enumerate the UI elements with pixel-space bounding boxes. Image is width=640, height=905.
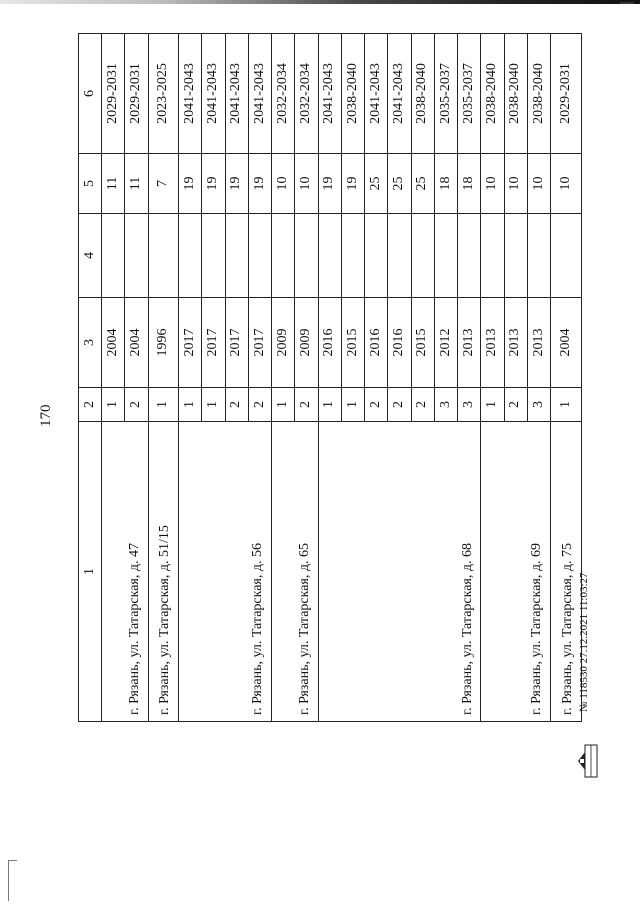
- table-cell: 2017: [179, 298, 202, 388]
- table-cell: 2038-2040: [411, 34, 434, 154]
- table-cell: [272, 214, 295, 298]
- table-cell: 1: [179, 388, 202, 422]
- address-cell: г. Рязань, ул. Татарская, д. 51/15: [148, 422, 179, 722]
- table-cell: 2: [504, 388, 527, 422]
- table-cell: 2: [411, 388, 434, 422]
- table-cell: 2038-2040: [527, 34, 550, 154]
- header-cell: 1: [79, 422, 102, 722]
- table-cell: [388, 214, 411, 298]
- table-cell: 2029-2031: [125, 34, 148, 154]
- table-cell: [481, 214, 504, 298]
- header-row: [79, 34, 102, 722]
- table-cell: 1: [551, 388, 582, 422]
- table-cell: 2038-2040: [504, 34, 527, 154]
- table-cell: 19: [225, 154, 248, 214]
- table-cell: 11: [125, 154, 148, 214]
- table-cell: 2009: [272, 298, 295, 388]
- table-row: [272, 34, 295, 722]
- table-cell: 1: [102, 388, 125, 422]
- table-cell: 19: [202, 154, 225, 214]
- table-cell: 2015: [411, 298, 434, 388]
- registration-number: № 118530 27.12.2021 11:03:27: [578, 572, 590, 712]
- table-cell: 2: [125, 388, 148, 422]
- table-cell: 10: [551, 154, 582, 214]
- table-cell: 2032-2034: [272, 34, 295, 154]
- header-cell: 5: [79, 154, 102, 214]
- table-cell: 1: [341, 388, 364, 422]
- table-cell: 1: [272, 388, 295, 422]
- table-cell: [504, 214, 527, 298]
- table-cell: 2023-2025: [148, 34, 179, 154]
- table-cell: [551, 214, 582, 298]
- address-cell: г. Рязань, ул. Татарская, д. 47: [102, 422, 149, 722]
- table-cell: 2004: [551, 298, 582, 388]
- table-cell: 2004: [125, 298, 148, 388]
- table-cell: 1996: [148, 298, 179, 388]
- address-cell: г. Рязань, ул. Татарская, д. 65: [272, 422, 319, 722]
- table-cell: 2016: [365, 298, 388, 388]
- table-cell: 2035-2037: [434, 34, 457, 154]
- table-row: [102, 34, 125, 722]
- address-cell: г. Рязань, ул. Татарская, д. 56: [179, 422, 272, 722]
- table-cell: 1: [202, 388, 225, 422]
- scan-edge-mark: [620, 2, 634, 4]
- table-cell: 2: [248, 388, 271, 422]
- header-cell: 2: [79, 388, 102, 422]
- table-cell: 1: [481, 388, 504, 422]
- table-cell: 2013: [527, 298, 550, 388]
- table-cell: 2017: [248, 298, 271, 388]
- table-cell: 2: [295, 388, 318, 422]
- page-number: 170: [38, 404, 54, 427]
- table-cell: 3: [527, 388, 550, 422]
- table-row: [179, 34, 202, 722]
- table-cell: 3: [458, 388, 481, 422]
- table-cell: 2029-2031: [551, 34, 582, 154]
- table-cell: [411, 214, 434, 298]
- table-cell: [202, 214, 225, 298]
- table-cell: [295, 214, 318, 298]
- table-cell: [458, 214, 481, 298]
- table-cell: 25: [388, 154, 411, 214]
- table-cell: [365, 214, 388, 298]
- address-cell: г. Рязань, ул. Татарская, д. 69: [481, 422, 551, 722]
- address-cell: г. Рязань, ул. Татарская, д. 68: [318, 422, 481, 722]
- table-cell: 2016: [388, 298, 411, 388]
- table-cell: [125, 214, 148, 298]
- table-cell: 2029-2031: [102, 34, 125, 154]
- table-cell: 2041-2043: [225, 34, 248, 154]
- header-cell: 4: [79, 214, 102, 298]
- table-cell: [148, 214, 179, 298]
- registration-stamp: [578, 572, 590, 712]
- table-cell: 1: [148, 388, 179, 422]
- header-cell: 3: [79, 298, 102, 388]
- registry-logo-icon: [576, 744, 598, 778]
- table-cell: 2017: [202, 298, 225, 388]
- table-cell: [318, 214, 341, 298]
- table-cell: 3: [434, 388, 457, 422]
- margin-bracket: [8, 860, 17, 901]
- table-cell: 2: [365, 388, 388, 422]
- table-cell: 2013: [504, 298, 527, 388]
- table-cell: 10: [272, 154, 295, 214]
- table-cell: 2041-2043: [388, 34, 411, 154]
- table-cell: 18: [434, 154, 457, 214]
- table-cell: 2035-2037: [458, 34, 481, 154]
- table-cell: 2004: [102, 298, 125, 388]
- table-cell: 2013: [481, 298, 504, 388]
- schedule-table: [78, 33, 582, 722]
- table-cell: 1: [318, 388, 341, 422]
- table-cell: [527, 214, 550, 298]
- table-cell: 2041-2043: [179, 34, 202, 154]
- table-cell: 11: [102, 154, 125, 214]
- table-cell: 19: [179, 154, 202, 214]
- table-cell: 10: [527, 154, 550, 214]
- table-cell: 2041-2043: [202, 34, 225, 154]
- table-cell: 19: [248, 154, 271, 214]
- scan-top-edge: [0, 0, 640, 4]
- table-cell: 10: [504, 154, 527, 214]
- table-cell: [248, 214, 271, 298]
- rotated-table-container: [78, 34, 582, 722]
- table-cell: 7: [148, 154, 179, 214]
- address-cell: г. Рязань, ул. Татарская, д. 75: [551, 422, 582, 722]
- table-cell: [179, 214, 202, 298]
- table-cell: 2041-2043: [318, 34, 341, 154]
- table-cell: 2013: [458, 298, 481, 388]
- table-cell: [341, 214, 364, 298]
- table-cell: 2032-2034: [295, 34, 318, 154]
- table-cell: 25: [411, 154, 434, 214]
- table-cell: 2015: [341, 298, 364, 388]
- table-cell: 25: [365, 154, 388, 214]
- table-row: [148, 34, 179, 722]
- table-cell: 2009: [295, 298, 318, 388]
- table-cell: 2038-2040: [341, 34, 364, 154]
- header-cell: 6: [79, 34, 102, 154]
- table-cell: 2038-2040: [481, 34, 504, 154]
- table-cell: 2016: [318, 298, 341, 388]
- table-cell: 19: [318, 154, 341, 214]
- table-cell: 2041-2043: [248, 34, 271, 154]
- table-cell: [102, 214, 125, 298]
- table-cell: 2012: [434, 298, 457, 388]
- table-cell: 2017: [225, 298, 248, 388]
- table-cell: 2041-2043: [365, 34, 388, 154]
- table-cell: 2: [225, 388, 248, 422]
- table-cell: 18: [458, 154, 481, 214]
- table-cell: 2: [388, 388, 411, 422]
- table-cell: 10: [481, 154, 504, 214]
- table-row: [551, 34, 582, 722]
- table-cell: 19: [341, 154, 364, 214]
- table-cell: [225, 214, 248, 298]
- table-row: [318, 34, 341, 722]
- table-body: [102, 34, 582, 722]
- table-cell: 10: [295, 154, 318, 214]
- table-cell: [434, 214, 457, 298]
- table-row: [481, 34, 504, 722]
